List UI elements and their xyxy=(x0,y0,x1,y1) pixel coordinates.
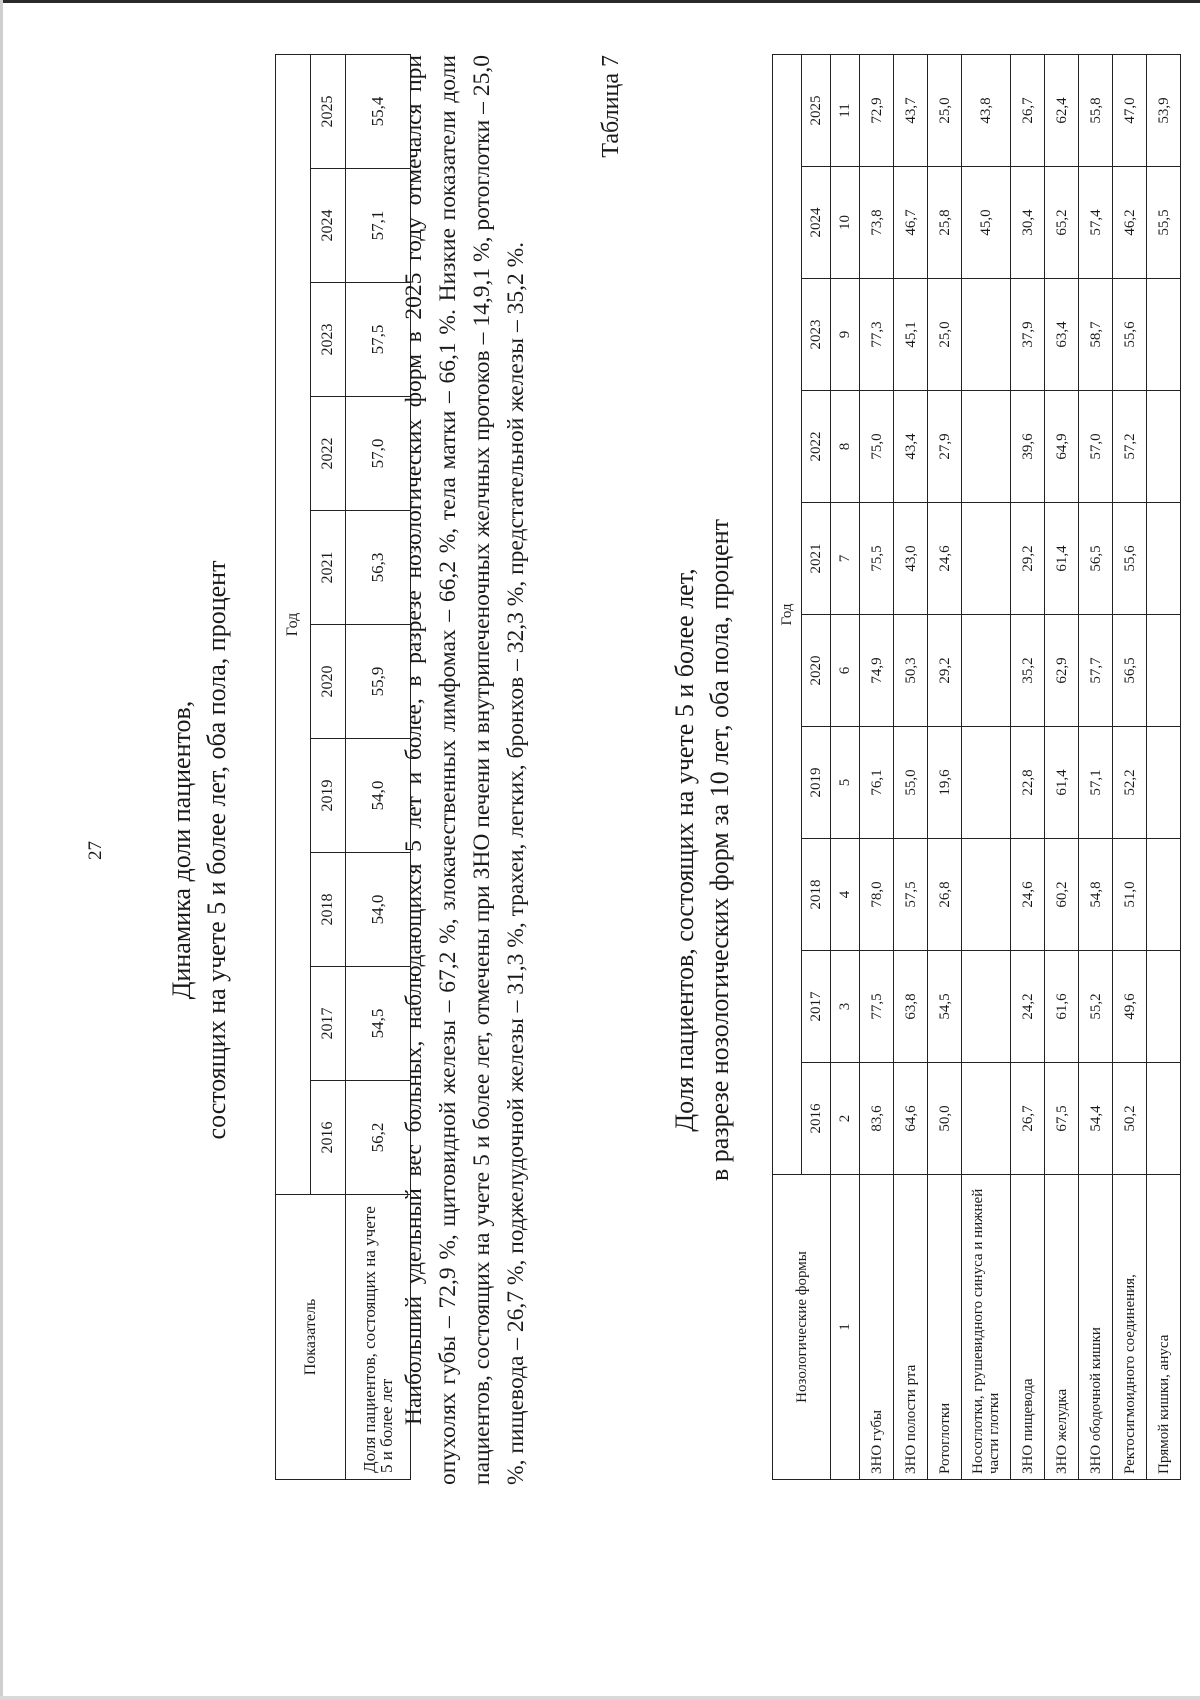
table2-year-2024: 2024 xyxy=(802,167,831,279)
table2-title-line-1: Доля пациентов, состоящих на учете 5 и более лет, xyxy=(670,568,699,1132)
table2-cell: 62,9 xyxy=(1045,615,1079,727)
table2-cell: 26,7 xyxy=(1011,1063,1045,1175)
table2-cell: 63,8 xyxy=(894,951,928,1063)
table1-year-2021: 2021 xyxy=(311,511,346,625)
table2-cell: 51,0 xyxy=(1113,839,1147,951)
table2-cell: 25,0 xyxy=(928,54,962,166)
table1-value-2018: 54,0 xyxy=(346,853,411,967)
table1-value-2021: 56,3 xyxy=(346,511,411,625)
table2-row-label: ЗНО полости рта xyxy=(894,1175,928,1480)
table2-cell: 64,9 xyxy=(1045,391,1079,503)
table2-cell: 29,2 xyxy=(1011,503,1045,615)
table2-row-label: Ротоглотки xyxy=(928,1175,962,1480)
table1-year-2019: 2019 xyxy=(311,739,346,853)
table2-cell: 83,6 xyxy=(860,1063,894,1175)
table2-cell: 75,0 xyxy=(860,391,894,503)
table2-cell: 55,0 xyxy=(894,727,928,839)
table2-cell xyxy=(962,951,1011,1063)
table1-row-label: Доля пациентов, состоящих на учете 5 и более лет xyxy=(346,1195,411,1480)
table1-value-2016: 56,2 xyxy=(346,1081,411,1195)
table2-cell: 61,6 xyxy=(1045,951,1079,1063)
table2-year-2023: 2023 xyxy=(802,279,831,391)
table2-cell xyxy=(962,839,1011,951)
body-paragraph xyxy=(397,55,533,1485)
table2-cell xyxy=(962,1063,1011,1175)
table2-row-label: ЗНО желудка xyxy=(1045,1175,1079,1480)
table1-year-2017: 2017 xyxy=(311,967,346,1081)
table2-cell: 47,0 xyxy=(1113,54,1147,166)
table2-cell: 57,5 xyxy=(894,839,928,951)
page-number: 27 xyxy=(85,841,106,860)
table2-cell: 76,1 xyxy=(860,727,894,839)
table2-cell: 72,9 xyxy=(860,54,894,166)
table2-cell: 54,5 xyxy=(928,951,962,1063)
table2 xyxy=(772,54,1181,1480)
table2-cell xyxy=(1147,1063,1181,1175)
table2-row-label: Носоглотки, грушевидного синуса и нижней части глотки xyxy=(962,1175,1011,1480)
table2-cell: 22,8 xyxy=(1011,727,1045,839)
table2-cell: 46,7 xyxy=(894,167,928,279)
table2-cell: 55,5 xyxy=(1147,167,1181,279)
table2-cell: 54,4 xyxy=(1079,1063,1113,1175)
table2-row-label: ЗНО пищевода xyxy=(1011,1175,1045,1480)
table2-row xyxy=(1147,54,1181,1479)
table2-column-number: 1 xyxy=(831,1175,860,1480)
table2-cell: 60,2 xyxy=(1045,839,1079,951)
table2-cell: 57,0 xyxy=(1079,391,1113,503)
table2-cell: 49,6 xyxy=(1113,951,1147,1063)
table2-cell xyxy=(962,391,1011,503)
table1 xyxy=(275,54,411,1480)
table1-value-2022: 57,0 xyxy=(346,397,411,511)
table2-cell xyxy=(1147,727,1181,839)
table2-cell: 58,7 xyxy=(1079,279,1113,391)
table2-cell: 75,5 xyxy=(860,503,894,615)
table2-cell: 57,2 xyxy=(1113,391,1147,503)
table2-row xyxy=(1113,54,1147,1479)
table2-row xyxy=(894,54,928,1479)
table2-column-number: 4 xyxy=(831,839,860,951)
table2-cell: 37,9 xyxy=(1011,279,1045,391)
table2-cell: 50,2 xyxy=(1113,1063,1147,1175)
table2-row xyxy=(1079,54,1113,1479)
table1-value-2019: 54,0 xyxy=(346,739,411,853)
table2-cell: 43,7 xyxy=(894,54,928,166)
table2-cell: 25,0 xyxy=(928,279,962,391)
table2-column-number: 9 xyxy=(831,279,860,391)
table2-cell: 24,2 xyxy=(1011,951,1045,1063)
table2-cell: 50,0 xyxy=(928,1063,962,1175)
table2-column-number: 5 xyxy=(831,727,860,839)
table2-cell: 62,4 xyxy=(1045,54,1079,166)
table2-cell: 25,8 xyxy=(928,167,962,279)
table2-cell: 24,6 xyxy=(1011,839,1045,951)
table2-column-number: 6 xyxy=(831,615,860,727)
table1-year-2020: 2020 xyxy=(311,625,346,739)
table2-cell: 56,5 xyxy=(1079,503,1113,615)
table2-cell: 57,7 xyxy=(1079,615,1113,727)
table2-cell: 55,6 xyxy=(1113,503,1147,615)
table2-cell: 26,8 xyxy=(928,839,962,951)
table2-year-2018: 2018 xyxy=(802,839,831,951)
table2-cell: 19,6 xyxy=(928,727,962,839)
table1-header-row-1 xyxy=(276,54,311,1479)
paragraph-text: Наибольший удельный вес больных, наблюдающихся 5 лет и более, в разрезе нозологических форм в 2025 году отмечался при опухолях губы – 72,9 %, щитовидной железы – 67,2 %, злокачественных лимфомах – 66,2 %, тела матки – 66,1 %. Низкие показатели доли пациентов, состоящих на учете 5 и более лет, отмечены при ЗНО печени и внутрипеченочных желчных протоков – 14,9,1 %, ротоглотки – 25,0 %, пищевода – 26,7 %, поджелудочной железы – 31,3 %, трахеи, легких, бронхов – 32,3 %, предстательной железы – 35,2 %. xyxy=(401,55,529,1485)
table1-header-year: Год xyxy=(276,54,311,1194)
table2-cell: 78,0 xyxy=(860,839,894,951)
table2-caption: Таблица 7 xyxy=(598,55,624,158)
table1-value-2023: 57,5 xyxy=(346,283,411,397)
table2-cell: 57,4 xyxy=(1079,167,1113,279)
table2-year-2017: 2017 xyxy=(802,951,831,1063)
table2-cell: 45,1 xyxy=(894,279,928,391)
table2-cell: 54,8 xyxy=(1079,839,1113,951)
table2-cell: 61,4 xyxy=(1045,503,1079,615)
table2-cell: 43,0 xyxy=(894,503,928,615)
table2-row xyxy=(928,54,962,1479)
table2-cell: 26,7 xyxy=(1011,54,1045,166)
table2-cell: 55,2 xyxy=(1079,951,1113,1063)
table2-row-label: ЗНО ободочной кишки xyxy=(1079,1175,1113,1480)
table2-cell xyxy=(962,503,1011,615)
table1-year-2025: 2025 xyxy=(311,54,346,168)
table2-cell xyxy=(962,727,1011,839)
table1-year-2018: 2018 xyxy=(311,853,346,967)
table2-cell: 57,1 xyxy=(1079,727,1113,839)
table2-cell: 64,6 xyxy=(894,1063,928,1175)
table2-cell: 50,3 xyxy=(894,615,928,727)
table2-cell: 53,9 xyxy=(1147,54,1181,166)
table2-cell: 45,0 xyxy=(962,167,1011,279)
table2-year-2022: 2022 xyxy=(802,391,831,503)
table2-cell: 73,8 xyxy=(860,167,894,279)
table2-cell: 27,9 xyxy=(928,391,962,503)
table1-value-2020: 55,9 xyxy=(346,625,411,739)
table2-row xyxy=(860,54,894,1479)
table2-row-label: Ректосигмоидного соединения, xyxy=(1113,1175,1147,1480)
table2-cell: 30,4 xyxy=(1011,167,1045,279)
table2-body xyxy=(860,54,1181,1479)
table2-year-2025: 2025 xyxy=(802,54,831,166)
table2-title-line-2: в разрезе нозологических форм за 10 лет, оба пола, процент xyxy=(705,519,734,1181)
table2-column-number: 10 xyxy=(831,167,860,279)
table2-cell xyxy=(1147,279,1181,391)
table1-value-2017: 54,5 xyxy=(346,967,411,1081)
table2-cell xyxy=(962,279,1011,391)
table1-header-indicator: Показатель xyxy=(276,1195,346,1480)
table2-cell: 43,4 xyxy=(894,391,928,503)
table2-row xyxy=(1011,54,1045,1479)
table1-title-line-2: состоящих на учете 5 и более лет, оба пола, процент xyxy=(202,560,231,1140)
table2-cell: 61,4 xyxy=(1045,727,1079,839)
table2-column-numbers-row xyxy=(831,54,860,1479)
table2-cell: 67,5 xyxy=(1045,1063,1079,1175)
table2-column-number: 2 xyxy=(831,1063,860,1175)
table2-cell: 65,2 xyxy=(1045,167,1079,279)
table2-row xyxy=(1045,54,1079,1479)
table2-year-2019: 2019 xyxy=(802,727,831,839)
table2-cell: 77,3 xyxy=(860,279,894,391)
table1-value-2024: 57,1 xyxy=(346,169,411,283)
table2-year-2020: 2020 xyxy=(802,615,831,727)
table2-header-forms: Нозологические формы xyxy=(773,1175,831,1480)
table2-cell: 39,6 xyxy=(1011,391,1045,503)
table1-value-2025: 55,4 xyxy=(346,54,411,168)
table2-cell: 35,2 xyxy=(1011,615,1045,727)
table2-year-2021: 2021 xyxy=(802,503,831,615)
table2-header-year: Год xyxy=(773,54,802,1174)
table2-column-number: 7 xyxy=(831,503,860,615)
table2-cell: 77,5 xyxy=(860,951,894,1063)
table1-year-2022: 2022 xyxy=(311,397,346,511)
table2-cell: 29,2 xyxy=(928,615,962,727)
table2-cell: 56,5 xyxy=(1113,615,1147,727)
table2-cell: 52,2 xyxy=(1113,727,1147,839)
table2-cell: 55,8 xyxy=(1079,54,1113,166)
table1-year-2024: 2024 xyxy=(311,169,346,283)
table2-row-label: ЗНО губы xyxy=(860,1175,894,1480)
table2-row-label: Прямой кишки, ануса xyxy=(1147,1175,1181,1480)
table2-cell xyxy=(1147,503,1181,615)
table1-year-2023: 2023 xyxy=(311,283,346,397)
table2-year-2016: 2016 xyxy=(802,1063,831,1175)
table2-column-number: 8 xyxy=(831,391,860,503)
table2-cell: 74,9 xyxy=(860,615,894,727)
table2-cell xyxy=(962,615,1011,727)
table2-cell: 55,6 xyxy=(1113,279,1147,391)
table2-row xyxy=(962,54,1011,1479)
table2-column-number: 3 xyxy=(831,951,860,1063)
table2-cell xyxy=(1147,839,1181,951)
table2-cell xyxy=(1147,951,1181,1063)
table2-cell: 43,8 xyxy=(962,54,1011,166)
table1-title-line-1: Динамика доли пациентов, xyxy=(167,700,196,1000)
table2-column-number: 11 xyxy=(831,54,860,166)
table2-cell: 63,4 xyxy=(1045,279,1079,391)
table2-header-row-1 xyxy=(773,54,802,1479)
table2-cell: 46,2 xyxy=(1113,167,1147,279)
table2-cell xyxy=(1147,391,1181,503)
table2-cell xyxy=(1147,615,1181,727)
table1-year-2016: 2016 xyxy=(311,1081,346,1195)
table2-cell: 24,6 xyxy=(928,503,962,615)
